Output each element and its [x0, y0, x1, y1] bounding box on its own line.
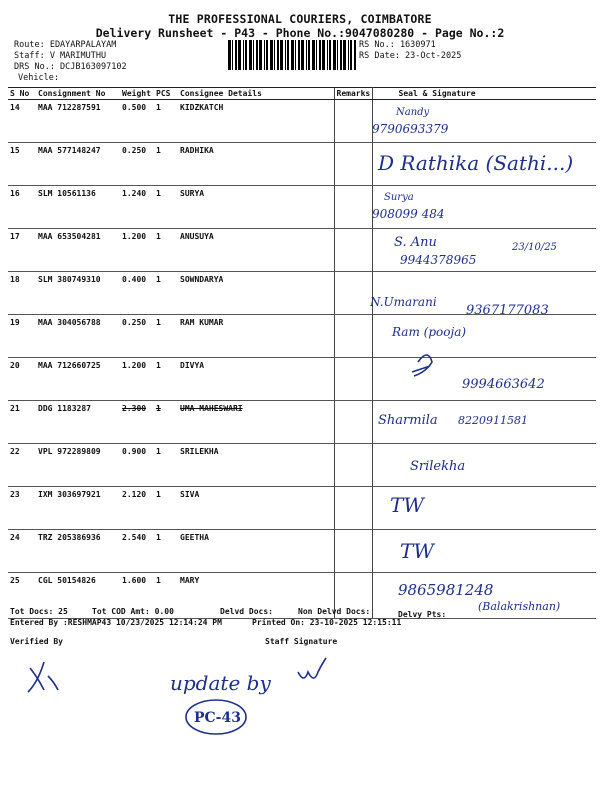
- non-delivered-docs: Non Delvd Docs:: [298, 607, 371, 616]
- col-remarks: Remarks: [334, 88, 372, 100]
- signature-cell: [372, 444, 596, 487]
- signature-cell: [372, 229, 596, 272]
- sno-cell: 25: [8, 573, 36, 619]
- table-row: [8, 530, 596, 573]
- barcode-bar: [312, 40, 315, 70]
- table-row: [8, 444, 596, 487]
- pcs-cell: 1: [154, 444, 178, 487]
- runsheet-subtitle: Delivery Runsheet - P43 - Phone No.:9047080280 - Page No.:2: [95, 26, 505, 40]
- r23-signature: TW: [390, 493, 424, 517]
- consignment-cell: MAA 577148247: [36, 143, 120, 186]
- barcode-bar: [270, 40, 273, 70]
- r16-signature: Surya: [384, 192, 414, 203]
- sno-cell: 14: [8, 100, 36, 143]
- barcode-bar: [228, 40, 231, 70]
- consignment-cell: SLM 380749310: [36, 272, 120, 315]
- weight-cell: 0.250: [120, 315, 154, 358]
- table-row: [8, 487, 596, 530]
- consignee-cell: ANUSUYA: [178, 229, 334, 272]
- sno-cell: 15: [8, 143, 36, 186]
- barcode-bar: [343, 40, 346, 70]
- barcode-bar: [277, 40, 279, 70]
- signature-cell: [372, 401, 596, 444]
- pcs-cell: 1: [154, 229, 178, 272]
- barcode-bar: [308, 40, 310, 70]
- pcs-cell: 1: [154, 272, 178, 315]
- barcode-bar: [235, 40, 237, 70]
- r17-phone: 9944378965: [400, 253, 477, 267]
- runsheet-table: [8, 87, 596, 619]
- signature-cell: [372, 530, 596, 573]
- weight-cell: 2.120: [120, 487, 154, 530]
- weight-cell: 1.240: [120, 186, 154, 229]
- barcode-bar: [316, 40, 317, 70]
- staff-signature-mark: [298, 658, 326, 678]
- r14-signature: Nandy: [396, 107, 430, 118]
- barcode-bar: [340, 40, 342, 70]
- r20-phone: 9994663642: [462, 377, 545, 392]
- barcode-image: [228, 40, 356, 70]
- barcode-bar: [245, 40, 247, 70]
- table-row: [8, 401, 596, 444]
- signature-cell: [372, 186, 596, 229]
- consignee-cell: DIVYA: [178, 358, 334, 401]
- r25-phone: 9865981248: [398, 581, 494, 599]
- table-row: [8, 186, 596, 229]
- consignee-cell: MARY: [178, 573, 334, 619]
- barcode-bar: [285, 40, 286, 70]
- remarks-cell: [334, 444, 372, 487]
- consignment-cell: TRZ 205386936: [36, 530, 120, 573]
- barcode-bar: [256, 40, 258, 70]
- pcs-cell: 1: [154, 100, 178, 143]
- consignment-cell: MAA 304056788: [36, 315, 120, 358]
- remarks-cell: [334, 272, 372, 315]
- printed-on: Printed On: 23-10-2025 12:15:11: [252, 618, 402, 627]
- barcode-bar: [301, 40, 304, 70]
- weight-cell: 0.250: [120, 143, 154, 186]
- r16-phone: 908099 484: [372, 207, 445, 221]
- route-label: Route: EDAYARPALAYAM: [14, 40, 117, 50]
- table-row: [8, 315, 596, 358]
- weight-cell: 1.200: [120, 229, 154, 272]
- sno-cell: 18: [8, 272, 36, 315]
- barcode-bar: [350, 40, 352, 70]
- signature-cell: [372, 143, 596, 186]
- drs-number: DRS No.: DCJB163097102: [14, 62, 127, 72]
- consignee-cell: RADHIKA: [178, 143, 334, 186]
- consignee-cell: SRILEKHA: [178, 444, 334, 487]
- verifier-signature-mark: [28, 662, 58, 692]
- barcode-bar: [329, 40, 331, 70]
- total-docs: Tot Docs: 25: [10, 607, 68, 616]
- remarks-cell: [334, 186, 372, 229]
- consignee-cell: SURYA: [178, 186, 334, 229]
- consignment-cell: MAA 712287591: [36, 100, 120, 143]
- barcode-bar: [232, 40, 233, 70]
- table-row: [8, 100, 596, 143]
- remarks-cell: [334, 358, 372, 401]
- stamp-circle: [186, 700, 246, 734]
- rs-number: RS No.: 1630971: [359, 40, 436, 50]
- barcode-bar: [259, 40, 262, 70]
- sno-cell: 23: [8, 487, 36, 530]
- pcs-cell: 1: [154, 487, 178, 530]
- sno-cell: 21: [8, 401, 36, 444]
- sno-cell: 16: [8, 186, 36, 229]
- barcode-bar: [287, 40, 289, 70]
- staff-signature-label: Staff Signature: [265, 637, 338, 646]
- pcs-cell: 1: [154, 143, 178, 186]
- barcode-bar: [337, 40, 338, 70]
- col-sno: S No: [8, 88, 36, 100]
- barcode-bar: [327, 40, 328, 70]
- consignee-cell: UMA MAHESWARI: [178, 401, 334, 444]
- r22-signature: Srilekha: [410, 459, 466, 474]
- consignee-cell: GEETHA: [178, 530, 334, 573]
- barcode-bar: [249, 40, 252, 70]
- remarks-cell: [334, 530, 372, 573]
- weight-cell: 0.900: [120, 444, 154, 487]
- barcode-bar: [298, 40, 300, 70]
- weight-cell: 0.400: [120, 272, 154, 315]
- signature-cell: [372, 358, 596, 401]
- weight-cell: 1.200: [120, 358, 154, 401]
- consignment-cell: MAA 653504281: [36, 229, 120, 272]
- barcode-bar: [354, 40, 356, 70]
- consignee-cell: SIVA: [178, 487, 334, 530]
- signature-cell: [372, 100, 596, 143]
- table-row: [8, 358, 596, 401]
- pcs-cell: 1: [154, 186, 178, 229]
- table-row: [8, 272, 596, 315]
- consignment-cell: DDG 1183287: [36, 401, 120, 444]
- signature-cell: [372, 487, 596, 530]
- col-consignment-no: Consignment No: [36, 88, 120, 100]
- barcode-bar: [238, 40, 241, 70]
- consignee-cell: RAM KUMAR: [178, 315, 334, 358]
- r17-date: 23/10/25: [512, 242, 557, 253]
- r21-phone: 8220911581: [458, 414, 528, 427]
- weight-cell: 1.600: [120, 573, 154, 619]
- barcode-bar: [291, 40, 294, 70]
- barcode-bar: [295, 40, 296, 70]
- sno-cell: 24: [8, 530, 36, 573]
- col-consignee-details: Consignee Details: [178, 88, 334, 100]
- r25-name: (Balakrishnan): [478, 600, 561, 613]
- consignment-cell: VPL 972289809: [36, 444, 120, 487]
- barcode-bar: [322, 40, 325, 70]
- rs-date: RS Date: 23-Oct-2025: [359, 51, 462, 61]
- signature-cell: [372, 315, 596, 358]
- col-pcs: PCS: [154, 88, 178, 100]
- r19-phone: 9367177083: [466, 303, 549, 318]
- barcode-bar: [348, 40, 349, 70]
- table-row: [8, 229, 596, 272]
- total-cod-amount: Tot COD Amt: 0.00: [92, 607, 174, 616]
- sno-cell: 17: [8, 229, 36, 272]
- r21-signature: Sharmila: [378, 413, 438, 428]
- pcs-cell: 1: [154, 573, 178, 619]
- consignment-cell: CGL 50154826: [36, 573, 120, 619]
- r17-signature: S. Anu: [394, 235, 437, 250]
- barcode-bar: [274, 40, 275, 70]
- remarks-cell: [334, 315, 372, 358]
- pcs-cell: 1: [154, 530, 178, 573]
- barcode-bar: [319, 40, 321, 70]
- barcode-bar: [243, 40, 244, 70]
- sno-cell: 19: [8, 315, 36, 358]
- r14-phone: 9790693379: [372, 122, 449, 136]
- r24-signature: TW: [400, 539, 434, 563]
- consignee-cell: SOWNDARYA: [178, 272, 334, 315]
- stamp-text: PC-43: [194, 710, 241, 726]
- remarks-cell: [334, 229, 372, 272]
- consignment-cell: IXM 303697921: [36, 487, 120, 530]
- remarks-cell: [334, 100, 372, 143]
- sno-cell: 22: [8, 444, 36, 487]
- delivery-points: Delvy Pts:: [398, 610, 447, 619]
- r15-signature: D Rathika (Sathi...): [378, 151, 574, 175]
- barcode-bar: [306, 40, 307, 70]
- update-note: update by: [170, 671, 271, 695]
- r19-relation: Ram (pooja): [392, 325, 467, 339]
- sno-cell: 20: [8, 358, 36, 401]
- verified-by-label: Verified By: [10, 637, 63, 646]
- remarks-cell: [334, 143, 372, 186]
- table-row: [8, 143, 596, 186]
- barcode-bar: [333, 40, 336, 70]
- barcode-bar: [253, 40, 254, 70]
- consignment-cell: MAA 712660725: [36, 358, 120, 401]
- consignment-cell: SLM 10561136: [36, 186, 120, 229]
- signature-cell: [372, 272, 596, 315]
- remarks-cell: [334, 401, 372, 444]
- delivered-docs: Delvd Docs:: [220, 607, 273, 616]
- barcode-bar: [266, 40, 268, 70]
- col-seal-signature: Seal & Signature: [372, 88, 596, 100]
- remarks-cell: [334, 487, 372, 530]
- barcode-bar: [280, 40, 283, 70]
- r19-signature: N.Umarani: [370, 295, 437, 309]
- table-header-row: [8, 88, 596, 100]
- company-title: THE PROFESSIONAL COURIERS, COIMBATORE: [168, 12, 432, 26]
- pcs-cell: 1: [154, 315, 178, 358]
- col-weight: Weight: [120, 88, 154, 100]
- pcs-cell: 1: [154, 358, 178, 401]
- staff-label: Staff: V MARIMUTHU: [14, 51, 107, 61]
- vehicle-label: Vehicle:: [18, 73, 59, 83]
- weight-cell: 2.540: [120, 530, 154, 573]
- pcs-cell: 1: [154, 401, 178, 444]
- barcode-bar: [264, 40, 265, 70]
- entered-by: Entered By :RESHMAP43 10/23/2025 12:14:24 PM: [10, 618, 222, 627]
- consignee-cell: KIDZKATCH: [178, 100, 334, 143]
- weight-cell: 0.500: [120, 100, 154, 143]
- weight-cell: 2.300: [120, 401, 154, 444]
